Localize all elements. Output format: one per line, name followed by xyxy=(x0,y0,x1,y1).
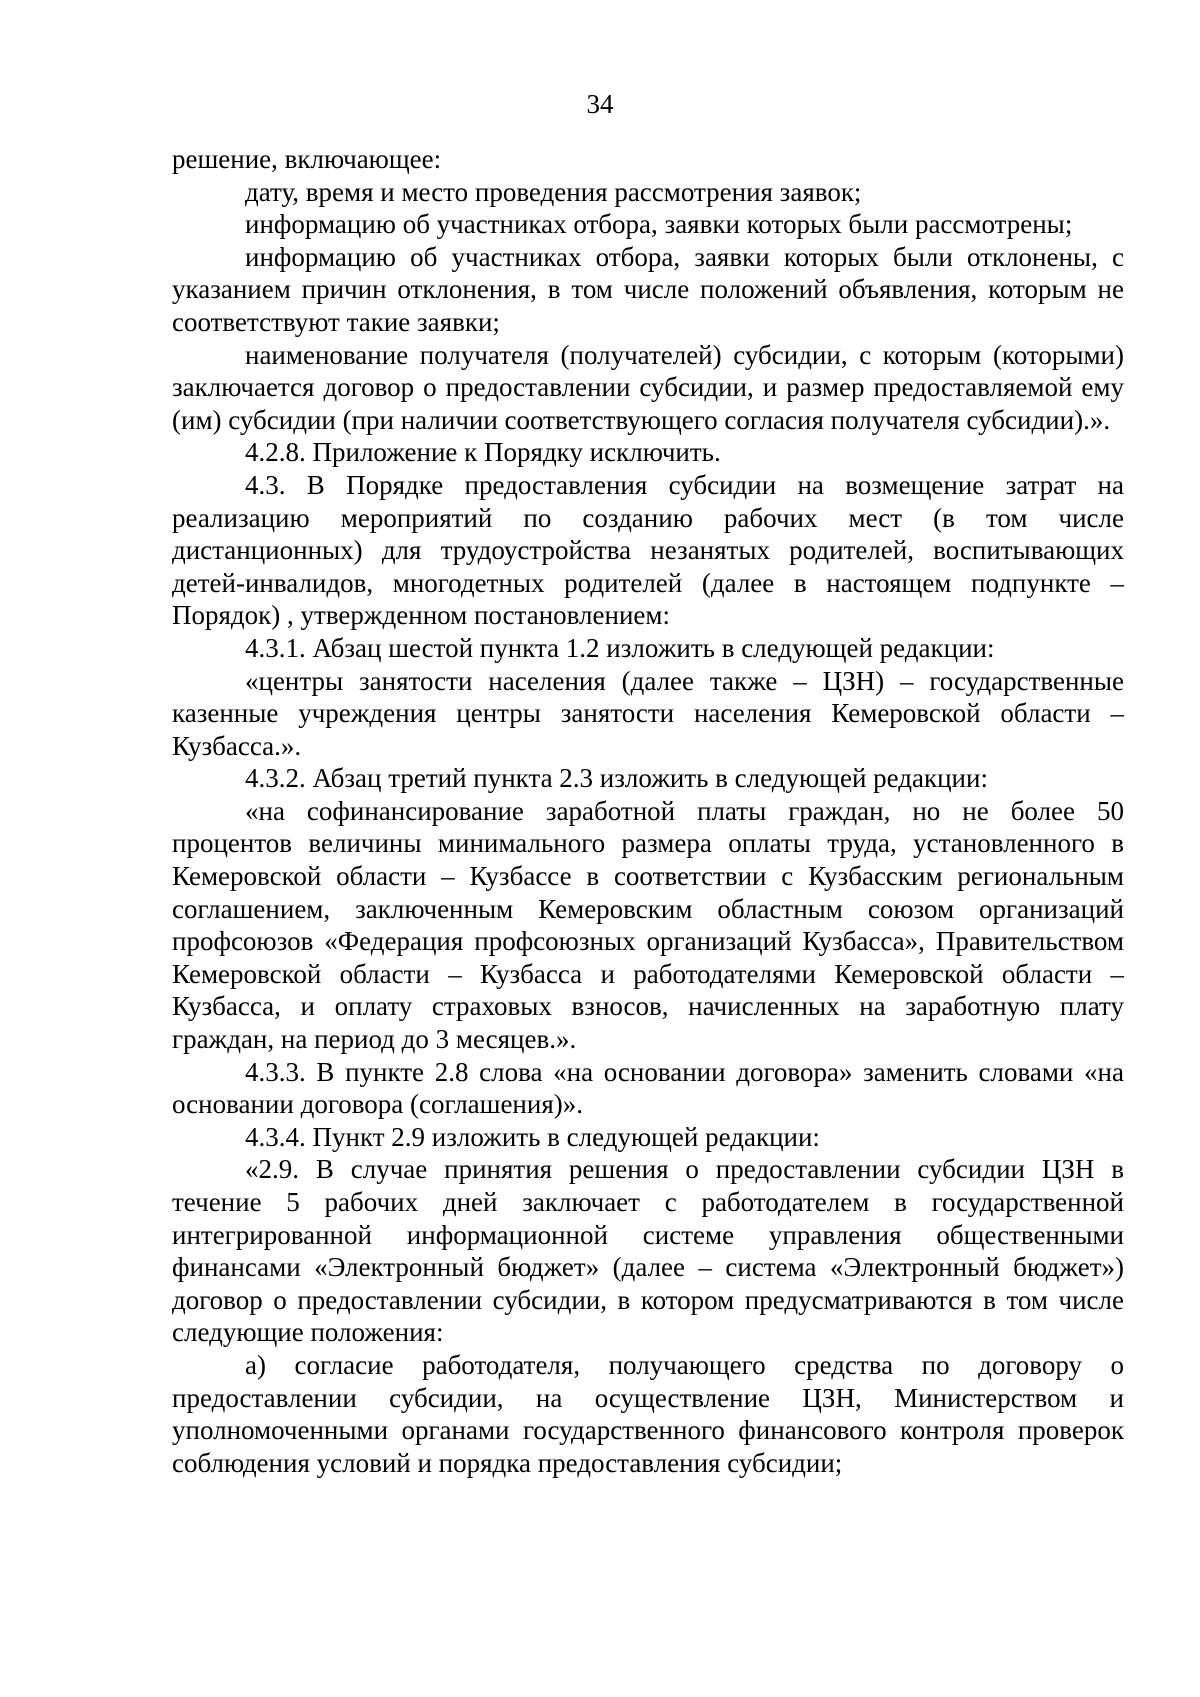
paragraph: 4.3.4. Пункт 2.9 изложить в следующей редакции: xyxy=(245,1121,820,1152)
paragraph: 4.3.3. В пункте 2.8 слова «на основании договора» заменить словами «на основании договора (соглашения)». xyxy=(172,1056,1124,1120)
paragraph: дату, время и место проведения рассмотрения заявок; xyxy=(245,176,862,207)
page-number: 34 xyxy=(586,89,614,119)
paragraph: решение, включающее: xyxy=(172,144,442,174)
paragraph: 4.3. В Порядке предоставления субсидии на возмещение затрат на реализацию мероприятий по созданию рабочих мест (в том числе дистанционных) для трудоустройства незанятых родителей, воспитывающих детей-инвалидов, многодетных родителей (далее в настоящем подпункте – Порядок) , утвержденном постановлением: xyxy=(172,469,1124,631)
paragraph: наименование получателя (получателей) субсидии, с которым (которыми) заключается договор о предоставлении субсидии, и размер предоставляемой ему (им) субсидии (при наличии соответствующего согласия получателя субсидии).». xyxy=(172,339,1124,435)
paragraph: 4.3.1. Абзац шестой пункта 1.2 изложить в следующей редакции: xyxy=(245,632,995,663)
paragraph: информацию об участниках отбора, заявки которых были рассмотрены; xyxy=(245,209,1073,240)
paragraph: 4.3.2. Абзац третий пункта 2.3 изложить в следующей редакции: xyxy=(245,763,988,794)
paragraph: «на софинансирование заработной платы граждан, но не более 50 процентов величины минимального размера оплаты труда, установленного в Кемеровской области – Кузбассе в соответствии с Кузбасским региональным соглашением, заключенным Кемеровским областным союзом организаций профсоюзов «Федерация профсоюзных организаций Кузбасса», Правительством Кемеровской области – Кузбасса и работодателями Кемеровской области – Кузбасса, и оплату страховых взносов, начисленных на заработную плату граждан, на период до 3 месяцев.». xyxy=(172,795,1124,1055)
paragraph: «центры занятости населения (далее также – ЦЗН) – государственные казенные учреждения центры занятости населения Кемеровской области – Кузбасса.». xyxy=(172,665,1124,761)
paragraph: 4.2.8. Приложение к Порядку исключить. xyxy=(245,437,721,468)
paragraph: а) согласие работодателя, получающего средства по договору о предоставлении субсидии, на осуществление ЦЗН, Министерством и уполномоченными органами государственного финансового контроля проверок соблюдения условий и порядка предоставления субсидии; xyxy=(172,1349,1124,1478)
paragraph: «2.9. В случае принятия решения о предоставлении субсидии ЦЗН в течение 5 рабочих дней заключает с работодателем в государственной интегрированной информационной системе управления общественными финансами «Электронный бюджет» (далее – система «Электронный бюджет») договор о предоставлении субсидии, в котором предусматриваются в том числе следующие положения: xyxy=(172,1154,1124,1348)
document-body xyxy=(172,143,1124,1479)
paragraph: информацию об участниках отбора, заявки которых были отклонены, с указанием причин отклонения, в том числе положений объявления, которым не соответствуют такие заявки; xyxy=(172,241,1124,337)
